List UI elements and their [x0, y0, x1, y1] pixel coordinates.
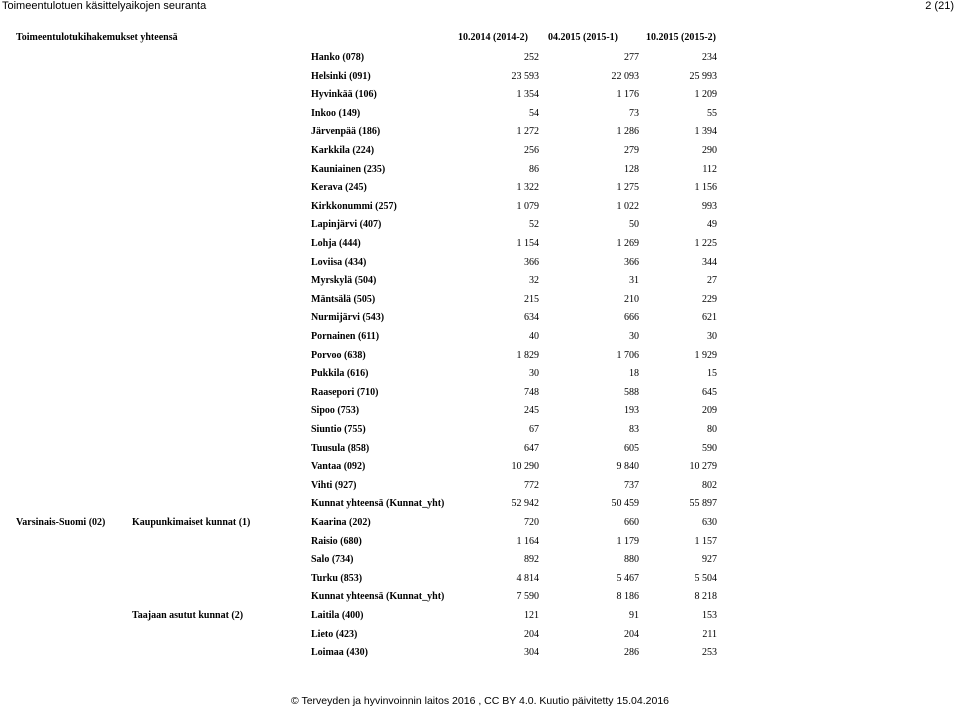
value-period-2: 204	[624, 628, 639, 640]
value-period-1: 54	[529, 107, 539, 119]
table-row	[0, 517, 960, 531]
value-period-3: 1 157	[694, 535, 717, 547]
value-period-1: 52 942	[511, 498, 539, 510]
value-period-1: 121	[524, 610, 539, 621]
value-period-3: 112	[702, 163, 717, 175]
value-period-3: 621	[702, 312, 717, 324]
copyright-footer: © Terveyden ja hyvinvoinnin laitos 2016 , CC BY 4.0. Kuutio päivitetty 15.04.2016	[291, 695, 669, 707]
value-period-2: 31	[629, 275, 639, 287]
value-period-3: 55 897	[689, 498, 717, 510]
group-cell: Taajaan asutut kunnat (2)	[132, 610, 244, 621]
value-period-3: 344	[702, 256, 717, 268]
table-row	[0, 275, 960, 289]
municipality-cell: Laitila (400)	[311, 610, 364, 621]
municipality-cell: Pukkila (616)	[311, 368, 369, 380]
value-period-1: 4 814	[516, 572, 539, 584]
value-period-1: 245	[524, 405, 539, 417]
table-row	[0, 257, 960, 271]
value-period-3: 15	[707, 368, 717, 380]
value-period-1: 1 079	[516, 200, 539, 212]
value-period-2: 366	[624, 256, 639, 268]
table-row	[0, 536, 960, 550]
value-period-3: 49	[707, 219, 717, 231]
region-cell: Varsinais-Suomi (02)	[16, 517, 106, 528]
value-period-3: 802	[702, 479, 717, 491]
table-row	[0, 573, 960, 587]
value-period-3: 25 993	[689, 70, 717, 82]
table-row	[0, 294, 960, 308]
value-period-2: 8 186	[616, 591, 639, 603]
value-period-2: 1 275	[616, 182, 639, 194]
table-row	[0, 52, 960, 66]
municipality-cell: Porvoo (638)	[311, 349, 366, 361]
value-period-2: 193	[624, 405, 639, 417]
municipality-cell: Lapinjärvi (407)	[311, 219, 382, 231]
value-period-1: 86	[529, 163, 539, 175]
value-period-1: 256	[524, 145, 539, 156]
municipality-cell: Loimaa (430)	[311, 647, 368, 659]
value-period-3: 1 209	[694, 89, 717, 101]
table-row	[0, 182, 960, 196]
value-period-2: 277	[624, 52, 639, 63]
value-period-2: 880	[624, 554, 639, 566]
value-period-2: 30	[629, 331, 639, 342]
value-period-2: 605	[624, 442, 639, 454]
table-row	[0, 331, 960, 345]
table-row	[0, 480, 960, 494]
table-row	[0, 164, 960, 178]
table-row	[0, 219, 960, 233]
value-period-1: 215	[524, 293, 539, 305]
municipality-cell: Raisio (680)	[311, 535, 362, 547]
value-period-1: 204	[524, 628, 539, 640]
value-period-1: 720	[524, 517, 539, 528]
value-period-2: 666	[624, 312, 639, 324]
municipality-cell: Kirkkonummi (257)	[311, 200, 397, 212]
value-period-3: 1 929	[694, 349, 717, 361]
municipality-cell: Siuntio (755)	[311, 424, 366, 435]
value-period-3: 253	[702, 647, 717, 659]
value-period-1: 67	[529, 424, 539, 435]
value-period-3: 27	[707, 275, 717, 287]
municipality-cell: Kunnat yhteensä (Kunnat_yht)	[311, 498, 445, 510]
table-row	[0, 108, 960, 122]
value-period-2: 50 459	[611, 498, 639, 510]
table-row	[0, 405, 960, 419]
value-period-2: 660	[624, 517, 639, 528]
value-period-3: 645	[702, 386, 717, 398]
municipality-cell: Hanko (078)	[311, 52, 365, 63]
municipality-cell: Mäntsälä (505)	[311, 293, 376, 305]
municipality-cell: Lohja (444)	[311, 238, 361, 249]
value-period-1: 1 272	[516, 126, 539, 138]
value-period-2: 50	[629, 219, 639, 231]
page-header	[0, 0, 960, 16]
report-title: Toimeentulotuen käsittelyaikojen seuranta	[2, 0, 207, 12]
value-period-1: 40	[529, 331, 539, 342]
value-period-1: 10 290	[511, 461, 539, 473]
value-period-3: 927	[702, 554, 717, 566]
table-row	[0, 145, 960, 159]
value-period-2: 9 840	[616, 461, 639, 473]
municipality-cell: Turku (853)	[311, 572, 363, 584]
value-period-3: 80	[707, 424, 717, 435]
value-period-3: 993	[702, 200, 717, 212]
value-period-2: 588	[624, 386, 639, 398]
table-row	[0, 610, 960, 624]
value-period-3: 590	[702, 442, 717, 454]
value-period-2: 279	[624, 145, 639, 156]
column-header-period-3: 10.2015 (2015-2)	[646, 32, 716, 43]
municipality-cell: Tuusula (858)	[311, 442, 370, 454]
value-period-2: 1 179	[616, 535, 639, 547]
value-period-3: 1 394	[694, 126, 717, 138]
table-row	[0, 461, 960, 475]
value-period-1: 1 154	[516, 238, 539, 249]
municipality-cell: Vantaa (092)	[311, 461, 366, 473]
municipality-cell: Pornainen (611)	[311, 331, 380, 342]
table-row	[0, 424, 960, 438]
value-period-1: 772	[524, 479, 539, 491]
value-period-1: 647	[524, 442, 539, 454]
value-period-1: 52	[529, 219, 539, 231]
value-period-3: 5 504	[694, 572, 717, 584]
value-period-3: 1 225	[694, 238, 717, 249]
table-row	[0, 238, 960, 252]
value-period-3: 153	[702, 610, 717, 621]
table-row	[0, 647, 960, 661]
table-row	[0, 387, 960, 401]
value-period-1: 634	[524, 312, 539, 324]
value-period-2: 83	[629, 424, 639, 435]
value-period-2: 128	[624, 163, 639, 175]
table-row	[0, 554, 960, 568]
table-row	[0, 629, 960, 643]
municipality-cell: Nurmijärvi (543)	[311, 312, 385, 324]
page-number: 2 (21)	[925, 0, 954, 12]
municipality-cell: Järvenpää (186)	[311, 126, 381, 138]
table-row	[0, 498, 960, 512]
value-period-3: 209	[702, 405, 717, 417]
value-period-1: 1 322	[516, 182, 539, 194]
table-row	[0, 368, 960, 382]
municipality-cell: Sipoo (753)	[311, 405, 360, 417]
value-period-2: 1 286	[616, 126, 639, 138]
value-period-3: 1 156	[694, 182, 717, 194]
value-period-2: 286	[624, 647, 639, 659]
group-cell: Kaupunkimaiset kunnat (1)	[132, 517, 251, 528]
value-period-1: 1 354	[516, 89, 539, 101]
municipality-cell: Raasepori (710)	[311, 386, 379, 398]
value-period-1: 30	[529, 368, 539, 380]
value-period-1: 7 590	[516, 591, 539, 603]
value-period-1: 23 593	[511, 70, 539, 82]
value-period-2: 1 269	[616, 238, 639, 249]
measure-label: Toimeentulotukihakemukset yhteensä	[16, 32, 178, 43]
municipality-cell: Inkoo (149)	[311, 107, 361, 119]
value-period-3: 290	[702, 145, 717, 156]
value-period-2: 1 022	[616, 200, 639, 212]
municipality-cell: Lieto (423)	[311, 628, 358, 640]
value-period-1: 32	[529, 275, 539, 287]
municipality-cell: Myrskylä (504)	[311, 275, 377, 287]
value-period-3: 55	[707, 107, 717, 119]
value-period-2: 210	[624, 293, 639, 305]
table-row	[0, 71, 960, 85]
column-header-period-2: 04.2015 (2015-1)	[548, 32, 618, 43]
municipality-cell: Karkkila (224)	[311, 145, 375, 156]
value-period-2: 73	[629, 107, 639, 119]
table-row	[0, 312, 960, 326]
value-period-1: 748	[524, 386, 539, 398]
municipality-cell: Loviisa (434)	[311, 256, 367, 268]
table-row	[0, 443, 960, 457]
municipality-cell: Kauniainen (235)	[311, 163, 386, 175]
value-period-2: 91	[629, 610, 639, 621]
value-period-2: 737	[624, 479, 639, 491]
value-period-2: 1 706	[616, 349, 639, 361]
table-row	[0, 201, 960, 215]
column-header-row	[0, 32, 960, 46]
municipality-cell: Kerava (245)	[311, 182, 367, 194]
value-period-3: 630	[702, 517, 717, 528]
value-period-3: 8 218	[694, 591, 717, 603]
value-period-1: 1 829	[516, 349, 539, 361]
table-row	[0, 126, 960, 140]
value-period-3: 234	[702, 52, 717, 63]
value-period-2: 22 093	[611, 70, 639, 82]
municipality-cell: Kunnat yhteensä (Kunnat_yht)	[311, 591, 445, 603]
value-period-2: 5 467	[616, 572, 639, 584]
table-row	[0, 350, 960, 364]
table-row	[0, 89, 960, 103]
value-period-1: 366	[524, 256, 539, 268]
column-header-period-1: 10.2014 (2014-2)	[458, 32, 528, 43]
value-period-1: 304	[524, 647, 539, 659]
value-period-3: 10 279	[689, 461, 717, 473]
value-period-3: 229	[702, 293, 717, 305]
municipality-cell: Kaarina (202)	[311, 517, 371, 528]
table-row	[0, 591, 960, 605]
value-period-2: 1 176	[616, 89, 639, 101]
municipality-cell: Salo (734)	[311, 554, 354, 566]
value-period-3: 30	[707, 331, 717, 342]
value-period-1: 1 164	[516, 535, 539, 547]
value-period-3: 211	[702, 628, 717, 640]
value-period-1: 252	[524, 52, 539, 63]
municipality-cell: Vihti (927)	[311, 479, 357, 491]
value-period-2: 18	[629, 368, 639, 380]
municipality-cell: Hyvinkää (106)	[311, 89, 377, 101]
value-period-1: 892	[524, 554, 539, 566]
municipality-cell: Helsinki (091)	[311, 70, 371, 82]
